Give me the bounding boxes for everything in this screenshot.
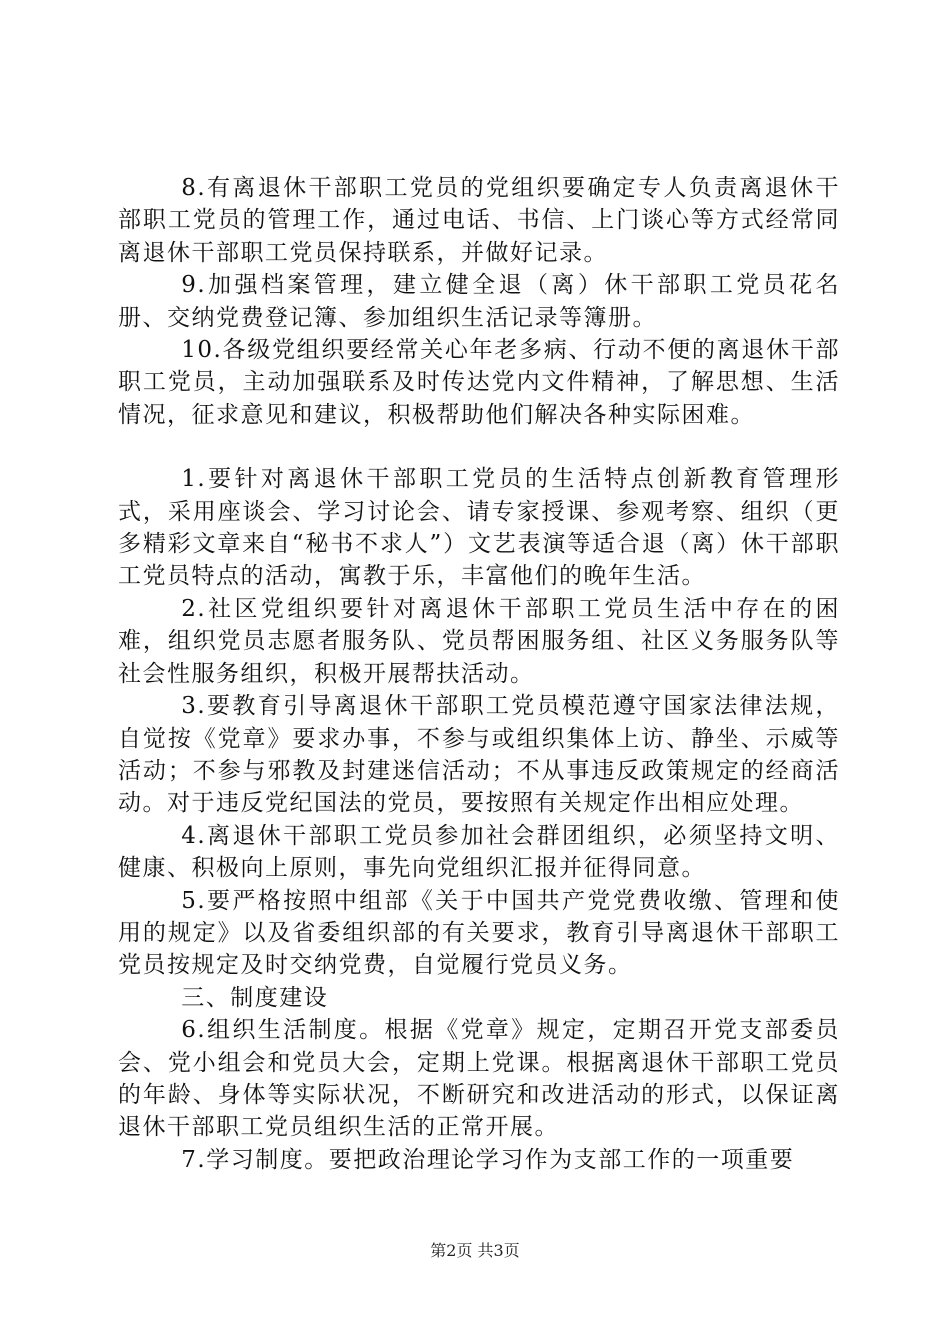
document-body xyxy=(118,172,840,1176)
paragraph-item-8: 8.有离退休干部职工党员的党组织要确定专人负责离退休干部职工党员的管理工作，通过电话、书信、上门谈心等方式经常同离退休干部职工党员保持联系，并做好记录。 xyxy=(118,175,840,266)
paragraph-item-2: 2.社区党组织要针对离退休干部职工党员生活中存在的困难，组织党员志愿者服务队、党员帮困服务组、社区义务服务队等社会性服务组织，积极开展帮扶活动。 xyxy=(118,595,840,687)
paragraph-item-10: 10.各级党组织要经常关心年老多病、行动不便的离退休干部职工党员，主动加强联系及时传达党内文件精神，了解思想、生活情况，征求意见和建议，积极帮助他们解决各种实际困难。 xyxy=(118,337,840,428)
paragraph-item-4: 4.离退休干部职工党员参加社会群团组织，必须坚持文明、健康、积极向上原则，事先向党组织汇报并征得同意。 xyxy=(118,822,840,882)
paragraph-item-1: 1.要针对离退休干部职工党员的生活特点创新教育管理形式，采用座谈会、学习讨论会、请专家授课、参观考察、组织（更多精彩文章来自“秘书不求人”）文艺表演等适合退（离）休干部职工党员特点的活动，寓教于乐，丰富他们的晚年生活。 xyxy=(118,466,840,590)
paragraph-item-7: 7.学习制度。要把政治理论学习作为支部工作的一项重要 xyxy=(181,1146,795,1173)
paragraph-item-5: 5.要严格按照中组部《关于中国共产党党费收缴、管理和使用的规定》以及省委组织部的有关要求，教育引导离退休干部职工党员按规定及时交纳党费，自觉履行党员义务。 xyxy=(118,887,840,979)
paragraph-item-3: 3.要教育引导离退休干部职工党员模范遵守国家法律法规，自觉按《党章》要求办事，不参与或组织集体上访、静坐、示威等活动；不参与邪教及封建迷信活动；不从事违反政策规定的经商活动。对于违反党纪国法的党员，要按照有关规定作出相应处理。 xyxy=(118,693,840,817)
paragraph-item-9: 9.加强档案管理，建立健全退（离）休干部职工党员花名册、交纳党费登记簿、参加组织生活记录等簿册。 xyxy=(118,272,840,331)
page-number-footer: 第2页 共3页 xyxy=(430,1241,520,1260)
paragraph-item-6: 6.组织生活制度。根据《党章》规定，定期召开党支部委员会、党小组会和党员大会，定期上党课。根据离退休干部职工党员的年龄、身体等实际状况，不断研究和改进活动的形式，以保证离退休干部职工党员组织生活的正常开展。 xyxy=(118,1017,840,1141)
section-heading: 三、制度建设 xyxy=(181,984,329,1011)
